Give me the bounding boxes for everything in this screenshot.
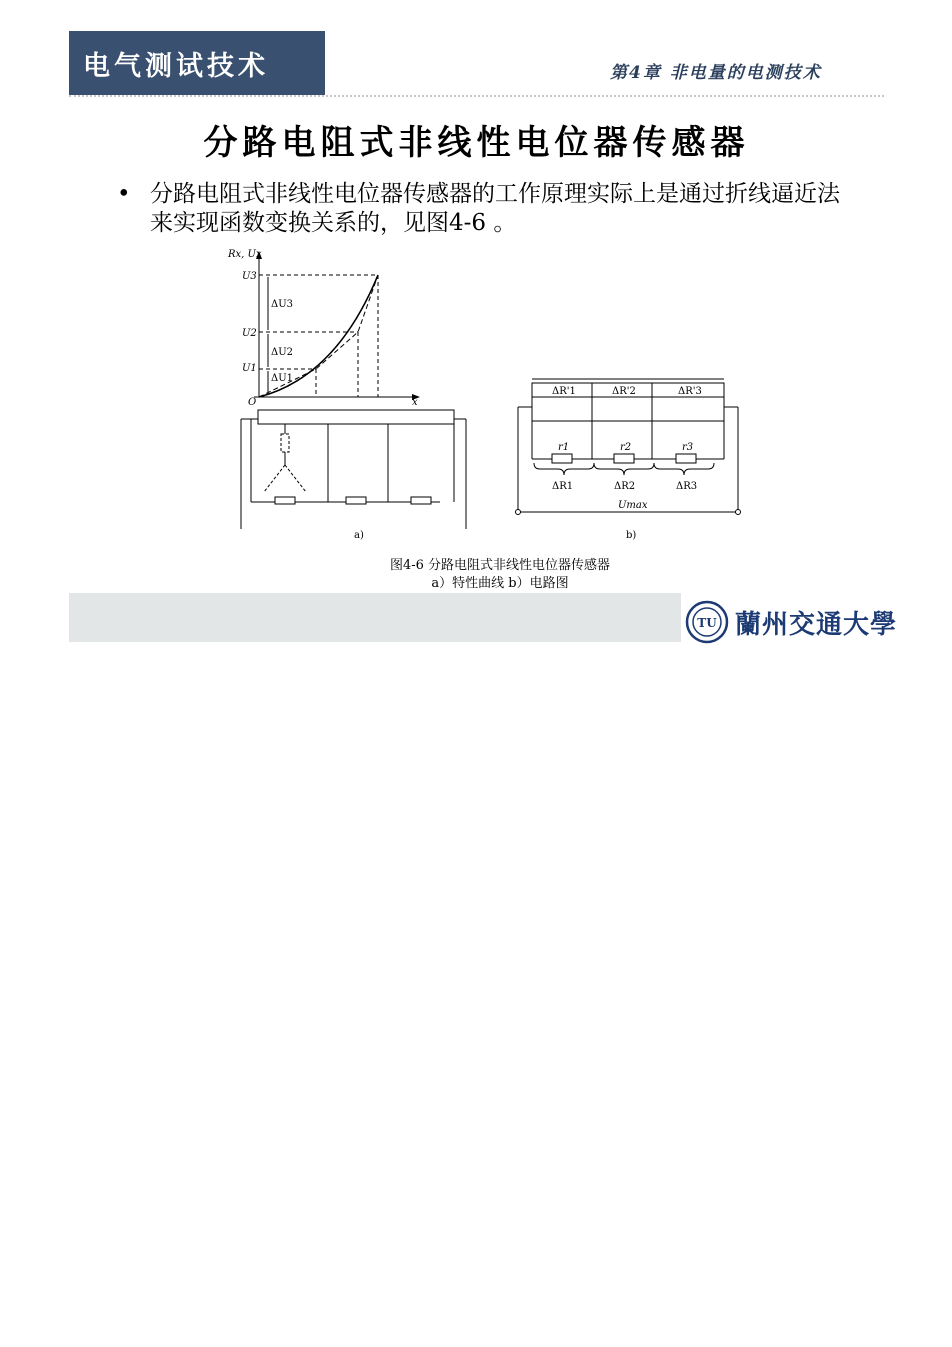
bullet-text: 分路电阻式非线性电位器传感器的工作原理实际上是通过折线逼近法来实现函数变换关系的，见图4-6 。 xyxy=(150,181,840,236)
top-segment-2: ΔR'2 xyxy=(612,386,636,397)
delta-u3: ΔU3 xyxy=(271,299,294,310)
footer-bar xyxy=(69,593,681,642)
course-title-banner xyxy=(69,31,325,95)
delta-u1: ΔU1 xyxy=(271,373,294,384)
y-tick-u3: U3 xyxy=(242,271,257,282)
plot-a-labels xyxy=(227,249,418,541)
resistor-r2: r2 xyxy=(620,442,632,453)
bottom-segment-3: ΔR3 xyxy=(676,481,698,492)
sublabel-b: b) xyxy=(626,530,637,541)
top-segment-3: ΔR'3 xyxy=(678,386,702,397)
characteristic-curve-plot xyxy=(241,251,466,529)
chapter-title: 第4章 非电量的电测技术 xyxy=(610,63,822,83)
x-axis-label: x xyxy=(412,397,418,408)
umax-label: Umax xyxy=(618,500,648,511)
figure-caption: 图4-6 分路电阻式非线性电位器传感器 xyxy=(389,558,611,573)
origin-label: O xyxy=(248,397,257,408)
y-axis-label: Rx, Ux xyxy=(228,249,262,260)
y-tick-u2: U2 xyxy=(242,328,257,339)
figure-subcaption: a）特性曲线 b）电路图 xyxy=(431,576,569,591)
university-seal-icon xyxy=(685,600,729,644)
resistor-r3: r3 xyxy=(682,442,694,453)
delta-u2: ΔU2 xyxy=(271,347,294,358)
seal-text: TU xyxy=(697,616,717,630)
sublabel-a: a) xyxy=(354,530,364,541)
y-tick-u1: U1 xyxy=(242,363,257,374)
slide-title: 分路电阻式非线性电位器传感器 xyxy=(203,123,750,163)
top-segment-1: ΔR'1 xyxy=(552,386,576,397)
university-name: 蘭州交通大學 xyxy=(735,610,898,640)
bottom-segment-2: ΔR2 xyxy=(614,481,636,492)
header-divider xyxy=(69,95,884,97)
bottom-segment-1: ΔR1 xyxy=(552,481,574,492)
resistor-r1: r1 xyxy=(558,442,570,453)
bullet-marker: • xyxy=(117,181,131,207)
course-title: 电气测试技术 xyxy=(83,50,269,82)
figure-4-6 xyxy=(226,247,756,547)
